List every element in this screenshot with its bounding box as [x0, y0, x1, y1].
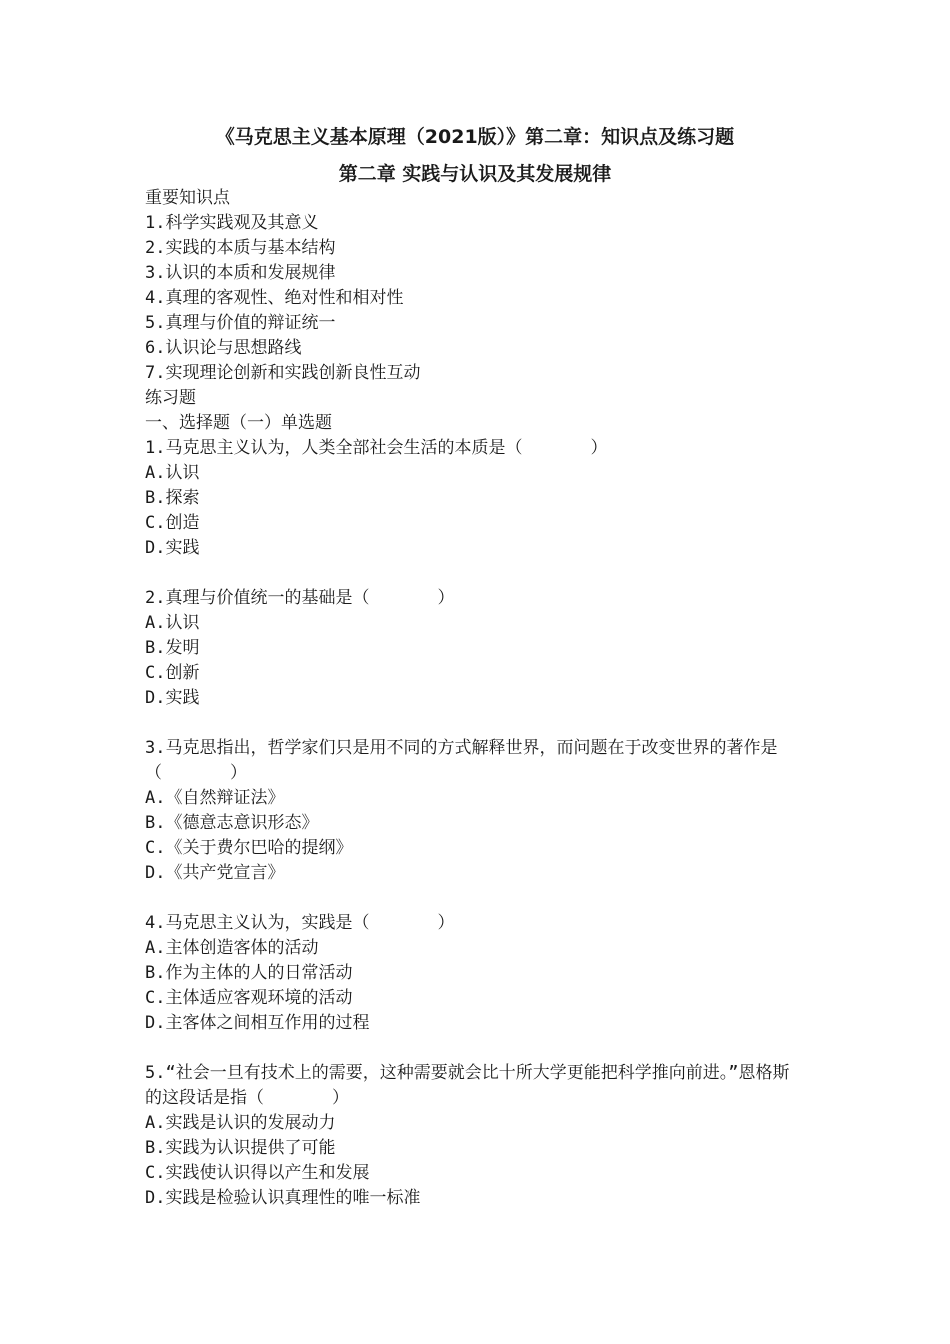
document-body	[145, 186, 795, 1211]
option-d: D.实践是检验认识真理性的唯一标准	[145, 1188, 421, 1208]
section-heading: 一、选择题（一）单选题	[145, 413, 332, 433]
option-d: D.主客体之间相互作用的过程	[145, 1013, 370, 1033]
option-d: D.实践	[145, 688, 200, 708]
knowledge-item: 7.实现理论创新和实践创新良性互动	[145, 363, 421, 383]
knowledge-item: 1.科学实践观及其意义	[145, 213, 319, 233]
spacer	[145, 886, 795, 911]
knowledge-item: 6.认识论与思想路线	[145, 338, 302, 358]
knowledge-item: 3.认识的本质和发展规律	[145, 263, 336, 283]
option-a: A.主体创造客体的活动	[145, 938, 319, 958]
option-c: C.《关于费尔巴哈的提纲》	[145, 838, 353, 858]
option-b: B.探索	[145, 488, 200, 508]
option-a: A.认识	[145, 613, 200, 633]
question-stem: 1.马克思主义认为，人类全部社会生活的本质是（ ）	[145, 438, 608, 458]
option-b: B.实践为认识提供了可能	[145, 1138, 336, 1158]
spacer	[145, 711, 795, 736]
spacer	[145, 1036, 795, 1061]
knowledge-item: 5.真理与价值的辩证统一	[145, 313, 336, 333]
document-title: 《马克思主义基本原理（2021版）》第二章：知识点及练习题	[215, 126, 735, 148]
option-d: D.《共产党宣言》	[145, 863, 285, 883]
option-a: A.实践是认识的发展动力	[145, 1113, 336, 1133]
question-block	[145, 436, 795, 561]
option-a: A.《自然辩证法》	[145, 788, 285, 808]
question-block	[145, 911, 795, 1036]
question-stem: 4.马克思主义认为，实践是（ ）	[145, 913, 455, 933]
option-c: C.主体适应客观环境的活动	[145, 988, 353, 1008]
option-a: A.认识	[145, 463, 200, 483]
question-block	[145, 1061, 795, 1211]
option-c: C.创造	[145, 513, 200, 533]
knowledge-item: 4.真理的客观性、绝对性和相对性	[145, 288, 404, 308]
option-b: B.作为主体的人的日常活动	[145, 963, 353, 983]
question-stem: 3.马克思指出，哲学家们只是用不同的方式解释世界，而问题在于改变世界的著作是（ ）	[145, 738, 778, 783]
option-c: C.创新	[145, 663, 200, 683]
option-d: D.实践	[145, 538, 200, 558]
spacer	[145, 561, 795, 586]
option-b: B.《德意志意识形态》	[145, 813, 319, 833]
knowledge-item: 2.实践的本质与基本结构	[145, 238, 336, 258]
exercises-heading: 练习题	[145, 388, 196, 408]
question-stem: 5.“社会一旦有技术上的需要，这种需要就会比十所大学更能把科学推向前进。”恩格斯的这段话是指（ ）	[145, 1063, 790, 1108]
question-block	[145, 736, 795, 886]
question-block	[145, 586, 795, 711]
option-b: B.发明	[145, 638, 200, 658]
question-stem: 2.真理与价值统一的基础是（ ）	[145, 588, 455, 608]
knowledge-heading: 重要知识点	[145, 188, 230, 208]
option-c: C.实践使认识得以产生和发展	[145, 1163, 370, 1183]
chapter-title: 第二章 实践与认识及其发展规律	[338, 163, 612, 185]
